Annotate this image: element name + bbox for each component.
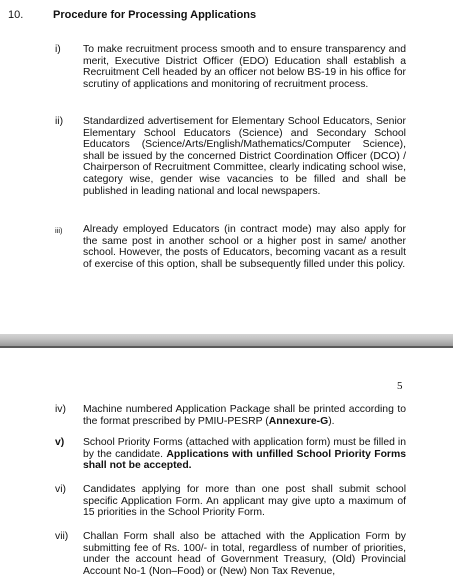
page-number: 5 [397, 380, 403, 392]
section-number: 10. [8, 9, 24, 21]
item-number: ii) [55, 116, 64, 127]
item-number: v) [55, 437, 65, 448]
page-break-shadow [0, 346, 453, 348]
item-text: School Priority Forms (attached with application form) must be filled in by the candidate. Applications with unfilled School Priority Forms shall not be accepted. [83, 437, 406, 472]
item-text: Machine numbered Application Package shall be printed according to the format prescribed by PMIU-PESRP (Annexure-G). [83, 404, 406, 427]
item-text: Already employed Educators (in contract mode) may also apply for the same post in another school or a higher post in same/ another school. However, the posts of Educators, becoming vacant as a result of exercise of this option, shall be subsequently filled under this policy. [83, 224, 406, 270]
page-break-divider [0, 334, 453, 346]
item-number: i) [55, 44, 61, 55]
item-number: vii) [55, 531, 69, 542]
bold-warning-text: Applications with unfilled School Priority Forms shall not be accepted. [83, 448, 406, 472]
annexure-reference: Annexure-G [268, 415, 329, 427]
item-text: Challan Form shall also be attached with the Application Form by submitting fee of Rs. 100/- in total, regardless of number of priorities, under the account head of Government Treasury, (Old) Provincial Account No-1 (Non–Food) or (New) Non Tax Revenue, [83, 531, 406, 577]
item-text: Standardized advertisement for Elementary School Educators, Senior Elementary School Educators (Science) and Secondary School Educators (Science/Arts/English/Mathematics/Computer Science), shall be issued by the concerned District Coordination Officer (DCO) / Chairperson of Recruitment Committee, clearly indicating school wise, category wise, gender wise vacancies to be filled and shall be published in leading national and local newspapers. [83, 116, 406, 197]
item-number: iii) [55, 226, 63, 235]
item-number: iv) [55, 404, 66, 415]
item-number: vi) [55, 484, 66, 495]
item-text: Candidates applying for more than one post shall submit school specific Application Form. An applicant may give upto a maximum of 15 priorities in the School Priority Form. [83, 484, 406, 519]
item-text: To make recruitment process smooth and to ensure transparency and merit, Executive District Officer (EDO) Education shall establish a Recruitment Cell headed by an officer not below BS-19 in his office for scrutiny of applications and monitoring of recruitment process. [83, 44, 406, 90]
section-title: Procedure for Processing Applications [53, 9, 257, 21]
